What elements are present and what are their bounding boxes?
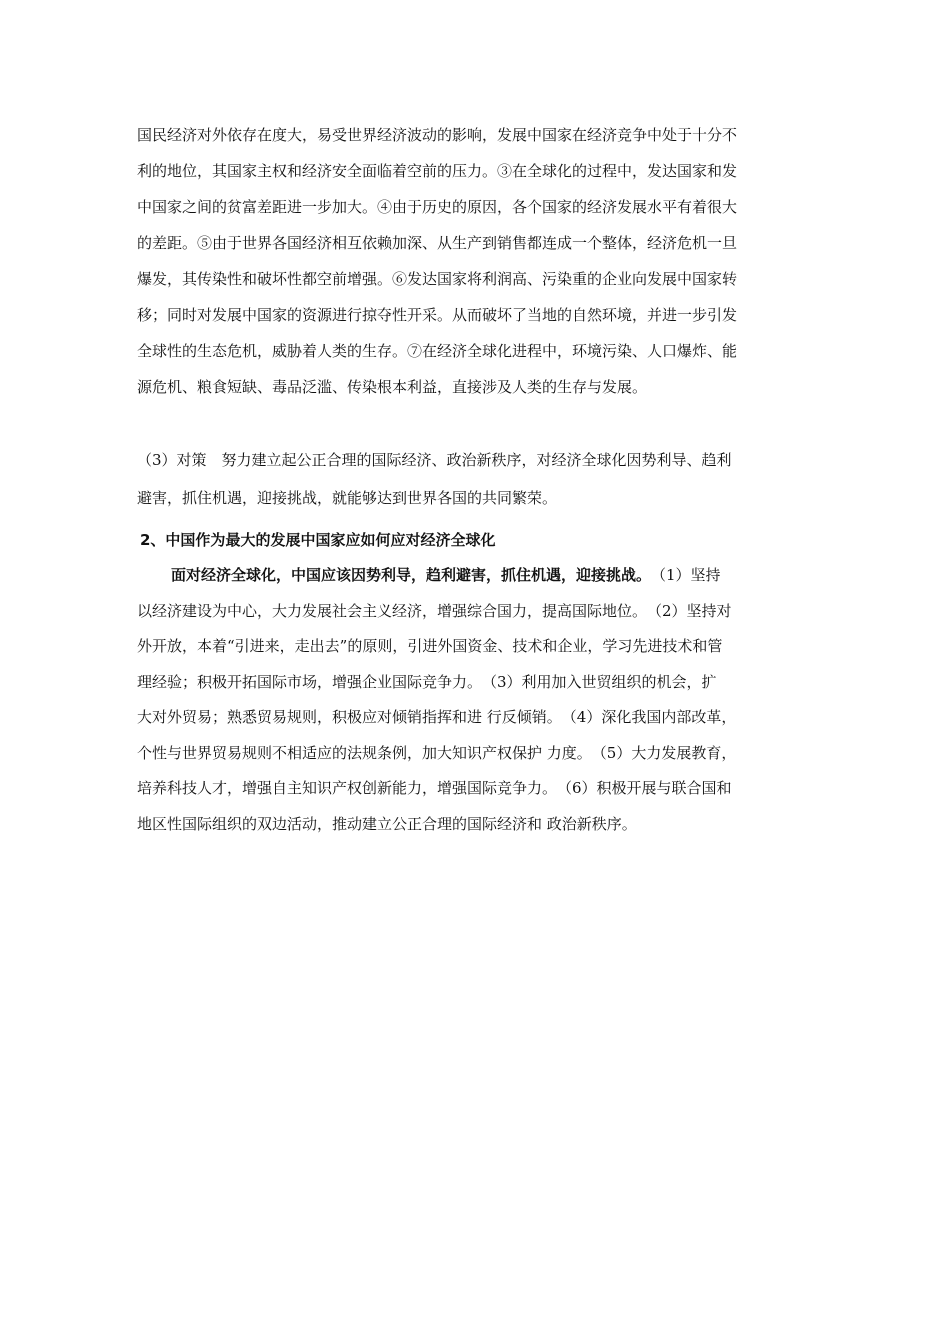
text-line: 源危机、粮食短缺、毒品泛滥、传染根本利益，直接涉及人类的生存与发展。 bbox=[137, 378, 648, 396]
text-line bbox=[137, 558, 817, 594]
bold-lead-sentence: 面对经济全球化，中国应该因势利导，趋利避害，抓住机遇，迎接挑战。 bbox=[171, 566, 644, 584]
paragraph-china-response bbox=[137, 558, 817, 842]
text-line: 外开放，本着“引进来，走出去”的原则，引进外国资金、技术和企业，学习先进技术和管 bbox=[137, 637, 723, 655]
text-line: 个性与世界贸易规则不相适应的法规条例，加大知识产权保护 力度。 （5）大力发展教育， bbox=[137, 743, 737, 762]
text-line: 理经验；积极开拓国际市场，增强企业国际竞争力。 （3）利用加入世贸组织的机会，扩 bbox=[137, 672, 717, 691]
text-line: 以经济建设为中心，大力发展社会主义经济，增强综合国力，提高国际地位。 （2）坚持对 bbox=[137, 601, 732, 620]
text-line: 国民经济对外依存在度大，易受世界经济波动的影响，发展中国家在经济竞争中处于十分不 bbox=[137, 126, 738, 144]
text-line: 利的地位，其国家主权和经济安全面临着空前的压力。③在全球化的过程中，发达国家和发 bbox=[137, 162, 738, 180]
paragraph-countermeasures bbox=[137, 441, 817, 517]
text-line: 中国家之间的贫富差距进一步加大。④由于历史的原因，各个国家的经济发展水平有着很大 bbox=[137, 198, 738, 216]
text-line: （3）对策 努力建立起公正合理的国际经济、政治新秩序，对经济全球化因势利导、趋利 bbox=[137, 451, 732, 469]
text-line: 地区性国际组织的双边活动，推动建立公正合理的国际经济和 政治新秩序。 bbox=[137, 814, 637, 833]
section-heading: 2、中国作为最大的发展中国家应如何应对经济全球化 bbox=[140, 531, 496, 549]
text-fragment: （1）坚持 bbox=[643, 566, 721, 584]
text-line: 大对外贸易；熟悉贸易规则，积极应对倾销指挥和进 行反倾销。 （4）深化我国内部改革， bbox=[137, 708, 737, 726]
text-line: 培养科技人才，增强自主知识产权创新能力，增强国际竞争力。 （6）积极开展与联合国和 bbox=[137, 779, 732, 797]
text-line: 移；同时对发展中国家的资源进行掠夺性开采。从而破坏了当地的自然环境，并进一步引发 bbox=[137, 306, 738, 324]
text-line: 爆发，其传染性和破坏性都空前增强。⑥发达国家将利润高、污染重的企业向发展中国家转 bbox=[137, 270, 738, 288]
text-line: 的差距。⑤由于世界各国经济相互依赖加深、从生产到销售都连成一个整体，经济危机一旦 bbox=[137, 234, 738, 252]
text-line: 避害，抓住机遇，迎接挑战，就能够达到世界各国的共同繁荣。 bbox=[137, 489, 558, 507]
paragraph-globalization-effects bbox=[137, 117, 817, 405]
text-line: 全球性的生态危机，威胁着人类的生存。⑦在经济全球化进程中，环境污染、人口爆炸、能 bbox=[137, 342, 738, 360]
